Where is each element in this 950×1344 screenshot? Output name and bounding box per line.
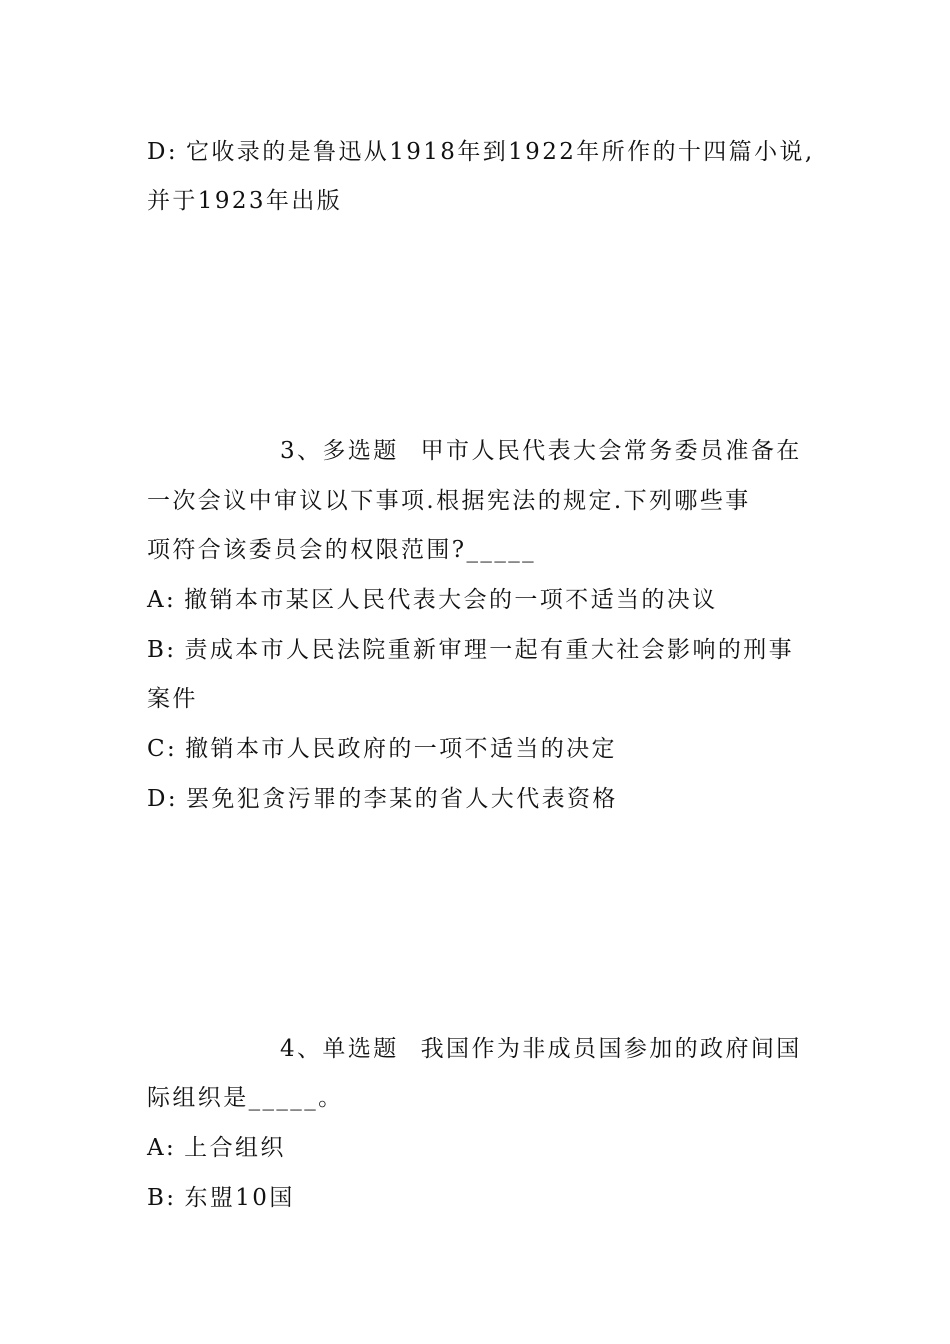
question-number-type: 3、多选题	[280, 438, 399, 464]
option-letter: A:	[147, 1135, 177, 1161]
q3-stem-line	[147, 535, 827, 565]
question-stem: 项符合该委员会的权限范围?_____	[147, 537, 537, 563]
option-text: 撤销本市人民政府的一项不适当的决定	[185, 736, 617, 762]
q3-stem-line	[147, 486, 827, 516]
q3-option-d	[147, 784, 827, 814]
q2-option-d	[147, 137, 827, 167]
q2-option-d-continued	[147, 186, 827, 216]
question-stem: 甲市人民代表大会常务委员准备在	[420, 438, 802, 464]
q4-stem-line	[147, 1083, 827, 1113]
option-text: 罢免犯贪污罪的李某的省人大代表资格	[186, 786, 618, 812]
option-text: 撤销本市某区人民代表大会的一项不适当的决议	[184, 587, 718, 613]
option-text: 责成本市人民法院重新审理一起有重大社会影响的刑事	[184, 637, 795, 663]
q3-option-a	[147, 585, 827, 615]
option-text: 案件	[147, 686, 198, 712]
option-letter: D:	[147, 786, 178, 812]
question-stem: 一次会议中审议以下事项.根据宪法的规定.下列哪些事	[147, 488, 751, 514]
option-text: 并于1923年出版	[147, 188, 343, 214]
q3-option-c	[147, 734, 827, 764]
question-stem: 际组织是_____。	[147, 1085, 344, 1111]
q3-header-line	[280, 436, 820, 466]
q3-option-b-continued	[147, 684, 827, 714]
option-letter: B:	[147, 1185, 177, 1211]
option-text: 上合组织	[184, 1135, 286, 1161]
q4-option-a	[147, 1133, 827, 1163]
option-text: 东盟10国	[184, 1185, 295, 1211]
option-letter: A:	[147, 587, 177, 613]
q3-option-b	[147, 635, 827, 665]
q4-header-line	[280, 1034, 820, 1064]
option-letter: D:	[147, 139, 178, 165]
question-stem: 我国作为非成员国参加的政府间国	[420, 1036, 802, 1062]
option-letter: B:	[147, 637, 177, 663]
question-number-type: 4、单选题	[280, 1036, 399, 1062]
option-text: 它收录的是鲁迅从1918年到1922年所作的十四篇小说,	[186, 139, 815, 165]
q4-option-b	[147, 1183, 827, 1213]
option-letter: C:	[147, 736, 178, 762]
